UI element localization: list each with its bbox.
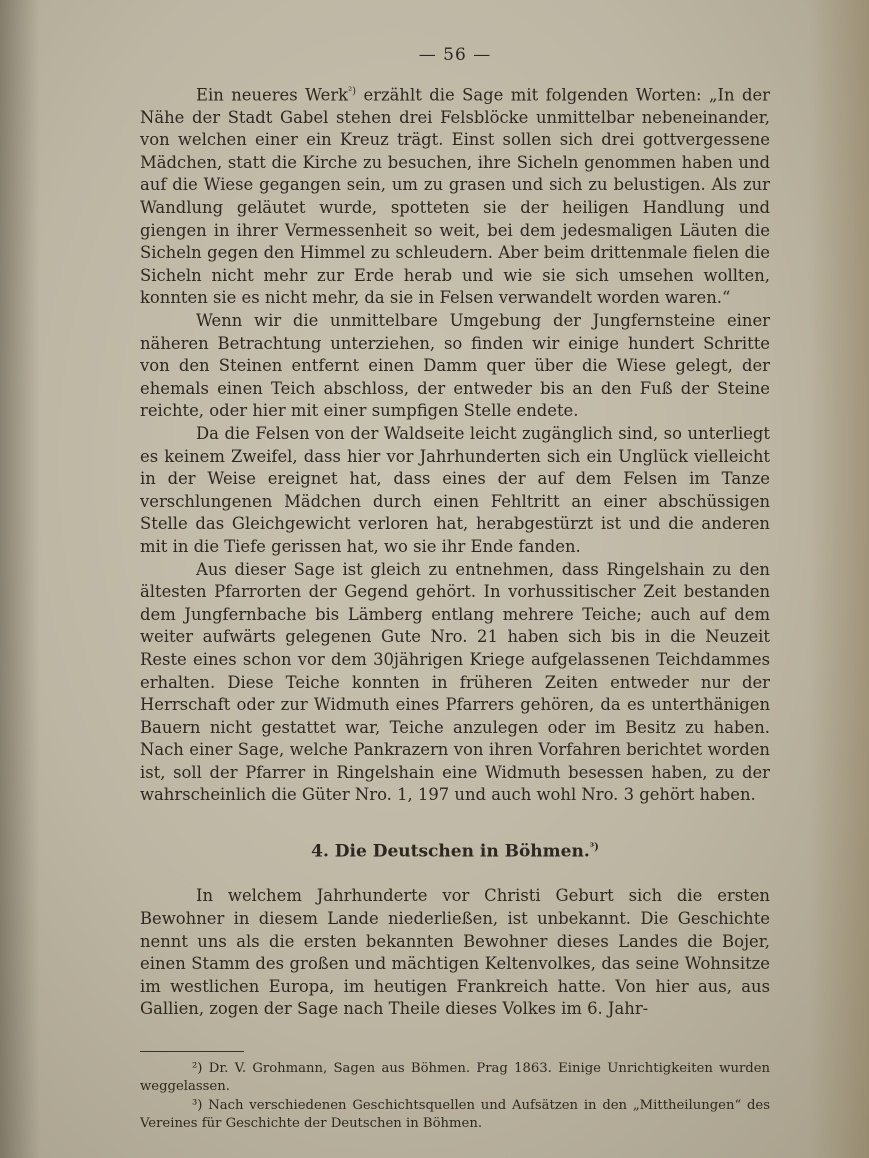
footnote-ref: ²) [348, 85, 357, 97]
paragraph-accident: Da die Felsen von der Waldseite leicht zugänglich sind, so unterliegt es keinem Zweifel, dass hier vor Jahrhunderten sich ein Unglück vielleicht in der Weise ereignet hat, dass eines der auf dem Felsen im Tanze verschlungenen Mädchen durch einen Fehltritt an einer abschüssigen Stelle das Gleichgewicht verloren hat, herabgestürzt ist und die anderen mit in die Tiefe gerissen hat, wo sie ihr Ende fanden. [140, 423, 770, 556]
footnote-text: Dr. V. Grohmann, Sagen aus Böhmen. Prag 1863. Einige Unrichtigkeiten wurden weggelassen. [140, 1060, 770, 1095]
page-text [140, 44, 770, 1134]
footnote [140, 1060, 770, 1097]
footnote-text: Nach verschiedenen Geschichtsquellen und Aufsätzen in den „Mittheilungen“ des Vereines für Geschichte der Deutschen in Böhmen. [140, 1097, 770, 1132]
paragraph-text: Ein neueres Werk [196, 85, 349, 105]
page-number: — 56 — [418, 45, 492, 65]
paragraph-first-inhabitants: In welchem Jahrhunderte vor Christi Geburt sich die ersten Bewohner in diesem Lande niederließen, ist unbekannt. Die Geschichte nennt uns als die ersten bekannten Bewohner dieses Landes die Bojer, einen Stamm des großen und mächtigen Keltenvolkes, das seine Wohnsitze im westlichen Europa, im heutigen Frankreich hatte. Von hier aus, aus Gallien, zogen der Sage nach Theile dieses Volkes im 6. Jahr- [140, 886, 770, 1019]
page-edge-discoloration [809, 0, 869, 1158]
binding-shadow [0, 0, 40, 1158]
footnote-divider [140, 1051, 244, 1052]
footnote-marker: ²) [192, 1060, 203, 1076]
paragraph-parish: Aus dieser Sage ist gleich zu entnehmen, dass Ringelshain zu den ältesten Pfarrorten der Gegend gehört. In vorhussitischer Zeit bestanden dem Jungfernbache bis Lämberg entlang mehrere Teiche; auch auf dem weiter aufwärts gelegenen Gute Nro. 21 haben sich bis in die Neuzeit Reste eines schon vor dem 30jährigen Kriege aufgelassenen Teichdammes erhalten. Diese Teiche konnten in früheren Zeiten entweder nur der Herrschaft oder zur Widmuth eines Pfarrers gehören, da es unterthänigen Bauern nicht gestattet war, Teiche anzulegen oder im Besitz zu haben. Nach einer Sage, welche Pankrazern von ihren Vorfahren berichtet worden ist, soll der Pfarrer in Ringelshain eine Widmuth besessen haben, zu der wahrscheinlich die Güter Nro. 1, 197 und auch wohl Nro. 3 gehört haben. [140, 559, 770, 805]
paragraph-text: erzählt die Sage mit folgenden Worten: „In der Nähe der Stadt Gabel stehen drei Felsblöcke unmittelbar nebeneinander, von welchen einer ein Kreuz trägt. Einst sollen sich drei gottvergessene Mädchen, statt die Kirche zu besuchen, ihre Sicheln genommen haben und auf die Wiese gegangen sein, um zu grasen und sich zu belustigen. Als zur Wandlung geläutet wurde, spotteten sie der heiligen Handlung und giengen in ihrer Vermessenheit so weit, bei dem jedesmaligen Läuten die Sicheln gegen den Himmel zu schleudern. Aber beim drittenmale fielen die Sicheln nicht mehr zur Erde herab und wie sie sich umsehen wollten, konnten sie es nicht mehr, da sie in Felsen verwandelt worden waren.“ [140, 85, 770, 308]
paragraph-saga-quote [140, 81, 770, 310]
section-heading [140, 837, 770, 863]
footnote-marker: ³) [192, 1097, 203, 1113]
paragraph-surroundings: Wenn wir die unmittelbare Umgebung der Jungfernsteine einer näheren Betrachtung unterziehen, so finden wir einige hundert Schritte von den Steinen entfernt einen Damm quer über die Wiese gelegt, der ehemals einen Teich abschloss, der entweder bis an den Fuß der Steine reichte, oder hier mit einer sumpfigen Stelle endete. [140, 311, 770, 421]
footnote [140, 1097, 770, 1134]
section-heading-text: 4. Die Deutschen in Böhmen. [311, 841, 590, 862]
footnote-ref: ³) [589, 842, 599, 854]
